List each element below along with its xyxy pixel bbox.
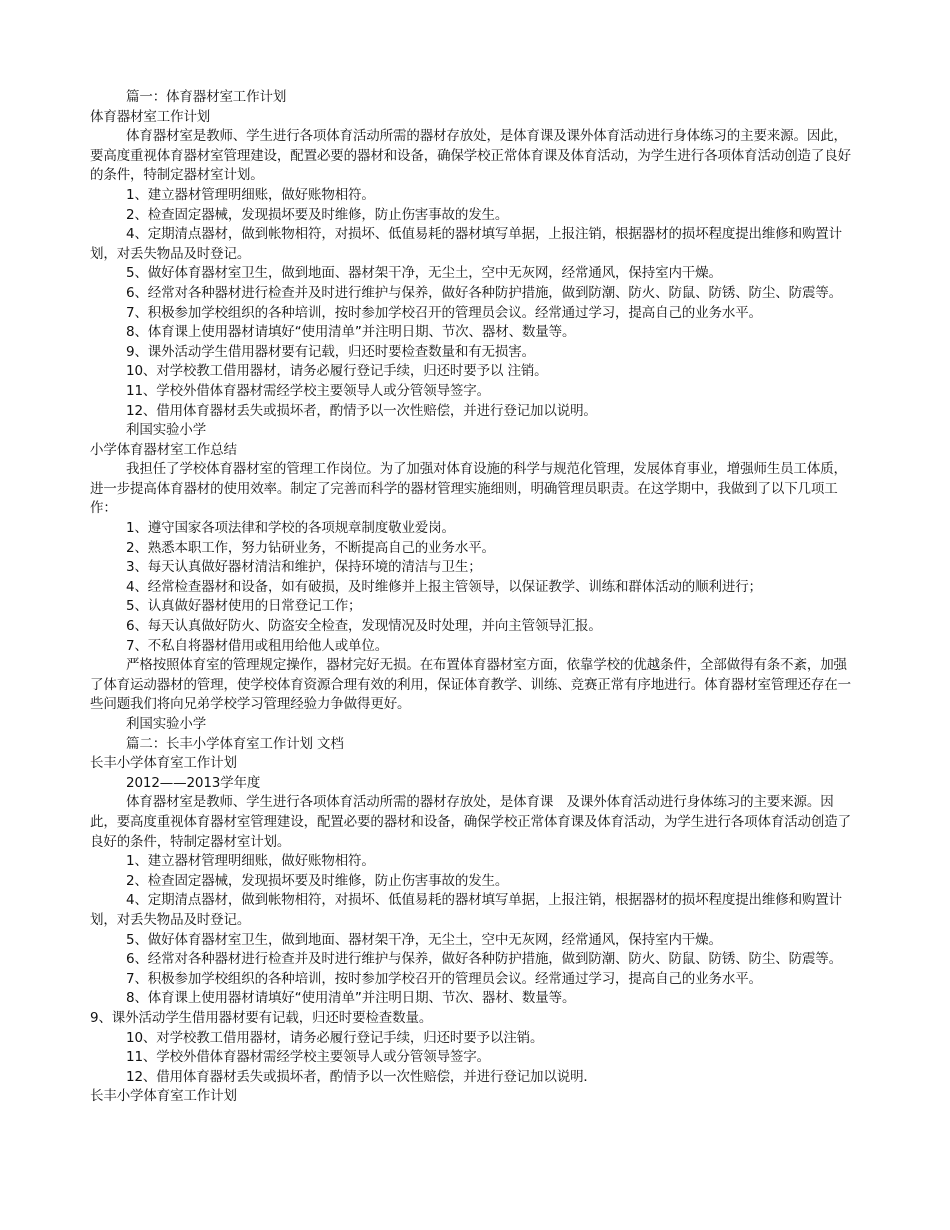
document-line: 严格按照体育室的管理规定操作，器材完好无损。在布置体育器材室方面，依靠学校的优越条件，全部做得有条不紊，加强了体育运动器材的管理，使学校体育资源合理有效的利用，保证体育教学、训练、竞赛正常有序地进行。体育器材室管理还存在一些问题我们将向兄弟学校学习管理经验力争做得更好。 (90, 657, 851, 713)
document-line: 7、积极参加学校组织的各种培训，按时参加学校召开的管理员会议。经常通过学习，提高自己的业务水平。 (126, 304, 762, 321)
document-line: 长丰小学体育室工作计划 (90, 1088, 237, 1105)
document-line: 9、课外活动学生借用器材要有记载，归还时要检查数量和有无损害。 (126, 343, 535, 360)
document-line: 4、经常检查器材和设备，如有破损，及时维修并上报主管领导，以保证教学、训练和群体活动的顺利进行； (126, 578, 762, 595)
document-line: 12、借用体育器材丢失或损坏者，酌情予以一次性赔偿，并进行登记加以说明． (126, 1068, 597, 1085)
document-line: 10、对学校教工借用器材，请务必履行登记手续，归还时要予以 注销。 (126, 363, 548, 380)
document-line: 6、每天认真做好防火、防盗安全检查，发现情况及时处理，并向主管领导汇报。 (126, 618, 602, 635)
document-line: 1、建立器材管理明细账，做好账物相符。 (126, 853, 375, 870)
document-line: 2、熟悉本职工作，努力钻研业务，不断提高自己的业务水平。 (126, 539, 495, 556)
document-line: 5、做好体育器材室卫生，做到地面、器材架干净，无尘土，空中无灰网，经常通风，保持室内干燥。 (126, 931, 722, 948)
document-line: 9、课外活动学生借用器材要有记载，归还时要检查数量。 (90, 1009, 433, 1026)
document-line: 3、每天认真做好器材清洁和维护，保持环境的清洁与卫生； (126, 559, 482, 576)
document-line: 利国实验小学 (126, 716, 207, 732)
document-line: 8、体育课上使用器材请填好“使用清单”并注明日期、节次、器材、数量等。 (126, 990, 576, 1007)
document-line: 小学体育器材室工作总结 (90, 441, 237, 458)
document-line: 8、体育课上使用器材请填好“使用清单”并注明日期、节次、器材、数量等。 (126, 324, 576, 341)
document-line: 体育器材室工作计划 (90, 108, 211, 125)
document-line: 篇一：体育器材室工作计划 (126, 89, 287, 105)
document-line: 1、建立器材管理明细账，做好账物相符。 (126, 186, 375, 203)
document-line: 我担任了学校体育器材室的管理工作岗位。为了加强对体育设施的科学与规范化管理，发展体育事业，增强师生员工体质，进一步提高体育器材的使用效率。制定了完善而科学的器材管理实施细则，明确管理员职责。在这学期中，我做到了以下几项工作： (90, 461, 847, 517)
document-line: 体育器材室是教师、学生进行各项体育活动所需的器材存放处，是体育课及课外体育活动进行身体练习的主要来源。因此，要高度重视体育器材室管理建设，配置必要的器材和设备，确保学校正常体育课及体育活动，为学生进行各项体育活动创造了良好的条件，特制定器材室计划。 (90, 128, 851, 184)
document-line: 6、经常对各种器材进行检查并及时进行维护与保养，做好各种防护措施，做到防潮、防火、防鼠、防锈、防尘、防震等。 (126, 951, 842, 968)
document-line: 11、学校外借体育器材需经学校主要领导人或分管领导签字。 (126, 382, 490, 399)
document-line: 6、经常对各种器材进行检查并及时进行维护与保养，做好各种防护措施，做到防潮、防火、防鼠、防锈、防尘、防震等。 (126, 284, 842, 301)
document-line: 4、定期清点器材，做到帐物相符，对损坏、低值易耗的器材填写单据，上报注销，根据器材的损坏程度提出维修和购置计划，对丢失物品及时登记。 (90, 226, 842, 262)
document-line: 5、认真做好器材使用的日常登记工作； (126, 598, 362, 615)
document-line: 10、对学校教工借用器材，请务必履行登记手续，归还时要予以注销。 (126, 1029, 544, 1046)
document-line: 1、遵守国家各项法律和学校的各项规章制度敬业爱岗。 (126, 520, 455, 537)
document-line: 7、积极参加学校组织的各种培训，按时参加学校召开的管理员会议。经常通过学习，提高自己的业务水平。 (126, 970, 762, 987)
document-line: 长丰小学体育室工作计划 (90, 755, 237, 772)
document-line: 11、学校外借体育器材需经学校主要领导人或分管领导签字。 (126, 1049, 490, 1066)
document-line: 2012——2013学年度 (126, 774, 261, 791)
document-line: 体育器材室是教师、学生进行各项体育活动所需的器材存放处，是体育课 及课外体育活动进行身体练习的主要来源。因此，要高度重视体育器材室管理建设，配置必要的器材和设备，确保学校正常体育课及体育活动，为学生进行各项体育活动创造了良好的条件，特制定器材室计划。 (90, 794, 851, 850)
document-line: 2、检查固定器械，发现损坏要及时维修，防止伤害事故的发生。 (126, 206, 509, 223)
document-line: 4、定期清点器材，做到帐物相符，对损坏、低值易耗的器材填写单据，上报注销，根据器材的损坏程度提出维修和购置计划，对丢失物品及时登记。 (90, 892, 842, 928)
document-line: 篇二：长丰小学体育室工作计划 文档 (126, 735, 344, 752)
document-line: 5、做好体育器材室卫生，做到地面、器材架干净，无尘土，空中无灰网，经常通风，保持室内干燥。 (126, 265, 722, 282)
document-line: 利国实验小学 (126, 422, 207, 439)
document-body (90, 88, 858, 1107)
document-line: 7、不私自将器材借用或租用给他人或单位。 (126, 637, 389, 654)
document-line: 12、借用体育器材丢失或损坏者，酌情予以一次性赔偿，并进行登记加以说明。 (126, 402, 597, 419)
document-line: 2、检查固定器械，发现损坏要及时维修，防止伤害事故的发生。 (126, 872, 509, 889)
